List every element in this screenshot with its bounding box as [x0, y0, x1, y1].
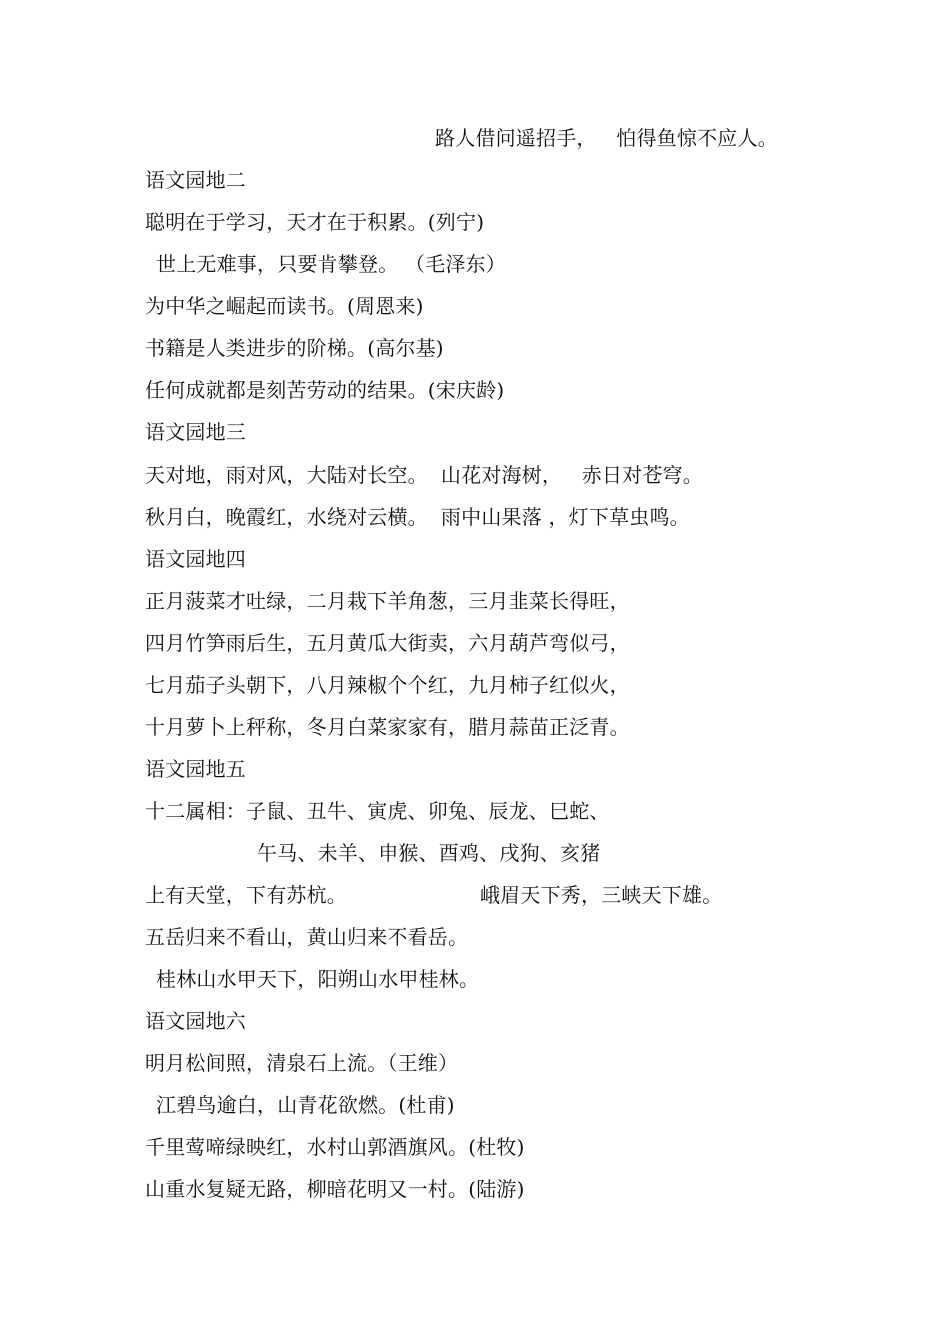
rhyme-line: 七月茄子头朝下，八月辣椒个个红，九月柿子红似火， [145, 673, 630, 697]
poem-line: 千里莺啼绿映红，水村山郭酒旗风。(杜牧) [145, 1135, 525, 1159]
section-heading: 语文园地五 [145, 757, 246, 781]
poem-line: 山重水复疑无路，柳暗花明又一村。(陆游) [145, 1177, 525, 1201]
section-heading: 语文园地四 [145, 547, 246, 571]
rhyme-line: 十月萝卜上秤称，冬月白菜家家有，腊月蒜苗正泛青。 [145, 715, 630, 739]
couplet-line: 天对地，雨对风，大陆对长空。 山花对海树， 赤日对苍穹。 [145, 463, 703, 487]
poem-line: 江碧鸟逾白，山青花欲燃。(杜甫) [156, 1093, 455, 1117]
section-heading: 语文园地二 [145, 168, 246, 192]
quote-line: 任何成就都是刻苦劳动的结果。(宋庆龄) [145, 378, 505, 402]
zodiac-line: 十二属相：子鼠、丑牛、寅虎、卯兔、辰龙、巳蛇、 [145, 799, 610, 823]
saying-line: 峨眉天下秀，三峡天下雄。 [480, 883, 723, 907]
section-heading: 语文园地六 [145, 1009, 246, 1033]
saying-line: 桂林山水甲天下，阳朔山水甲桂林。 [156, 967, 480, 991]
quote-line: 书籍是人类进步的阶梯。(高尔基) [145, 336, 444, 360]
quote-line: 世上无难事，只要肯攀登。 （毛泽东） [156, 252, 506, 276]
rhyme-line: 四月竹笋雨后生，五月黄瓜大街卖，六月葫芦弯似弓， [145, 631, 630, 655]
poem-line: 路人借问遥招手， 怕得鱼惊不应人。 [435, 126, 778, 150]
saying-line: 五岳归来不看山，黄山归来不看岳。 [145, 925, 469, 949]
quote-line: 为中华之崛起而读书。(周恩来) [145, 294, 424, 318]
saying-line: 上有天堂，下有苏杭。 [145, 883, 347, 907]
quote-line: 聪明在于学习，天才在于积累。(列宁) [145, 210, 485, 234]
rhyme-line: 正月菠菜才吐绿，二月栽下羊角葱，三月韭菜长得旺， [145, 589, 630, 613]
poem-line: 明月松间照，清泉石上流。（王维） [145, 1051, 459, 1075]
zodiac-line: 午马、未羊、申猴、酉鸡、戌狗、亥猪 [257, 841, 601, 865]
couplet-line: 秋月白，晚霞红，水绕对云横。 雨中山果落 ，灯下草虫鸣。 [145, 505, 690, 529]
section-heading: 语文园地三 [145, 420, 246, 444]
